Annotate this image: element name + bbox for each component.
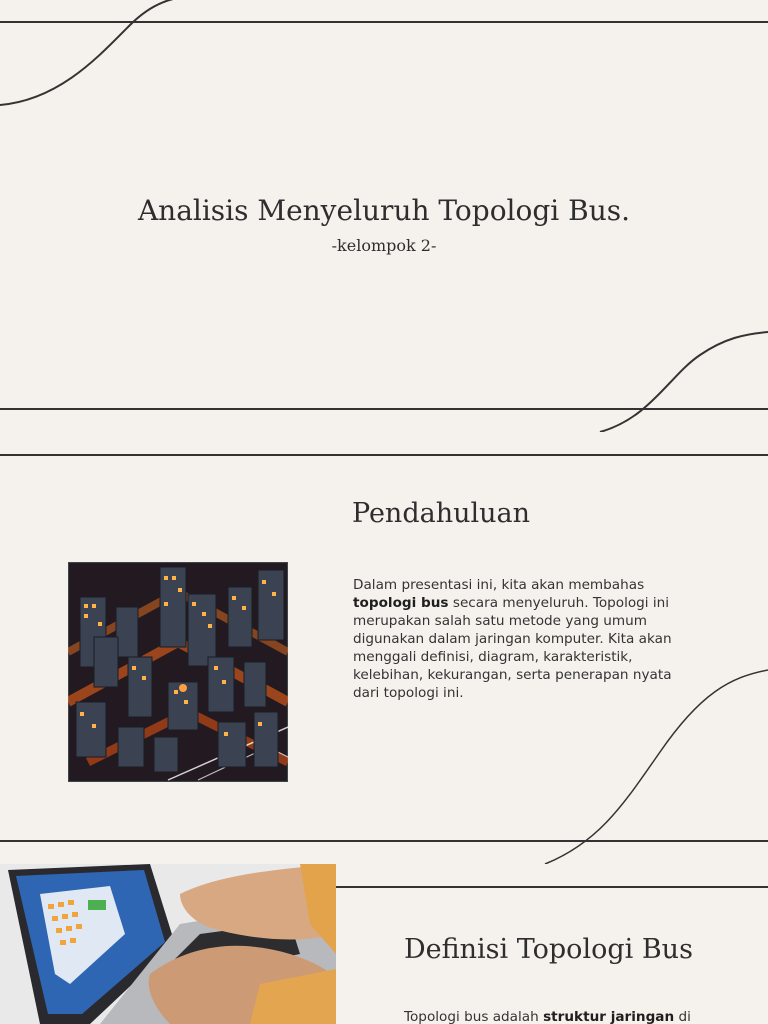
paragraph-text: di [678,1009,691,1024]
slide-definisi [0,864,768,1024]
section-heading: Definisi Topologi Bus [404,934,693,965]
presentation-title: Analisis Menyeluruh Topologi Bus. [137,194,631,227]
slide-title [0,0,768,432]
paragraph-emphasis: topologi bus [353,595,449,611]
paragraph-text: Dalam presentasi ini, kita akan membahas [353,577,645,593]
slide-pendahuluan [0,432,768,864]
intro-paragraph [353,576,673,702]
paragraph-text: secara menyeluruh. Topologi ini merupakan salah satu metode yang umum digunakan dalam jaringan komputer. Kita akan menggali definisi, diagram, karakteristik, kelebihan, kekurangan, serta penerapan nyata dari topologi ini. [353,595,672,701]
laptop-icon [0,864,336,1024]
section-heading: Pendahuluan [352,498,530,529]
paragraph-text: Topologi bus adalah [404,1009,539,1024]
city-icon [68,562,288,782]
definition-paragraph [404,1008,744,1024]
paragraph-emphasis: struktur jaringan [543,1009,675,1024]
presentation-subtitle: -kelompok 2- [331,236,437,255]
